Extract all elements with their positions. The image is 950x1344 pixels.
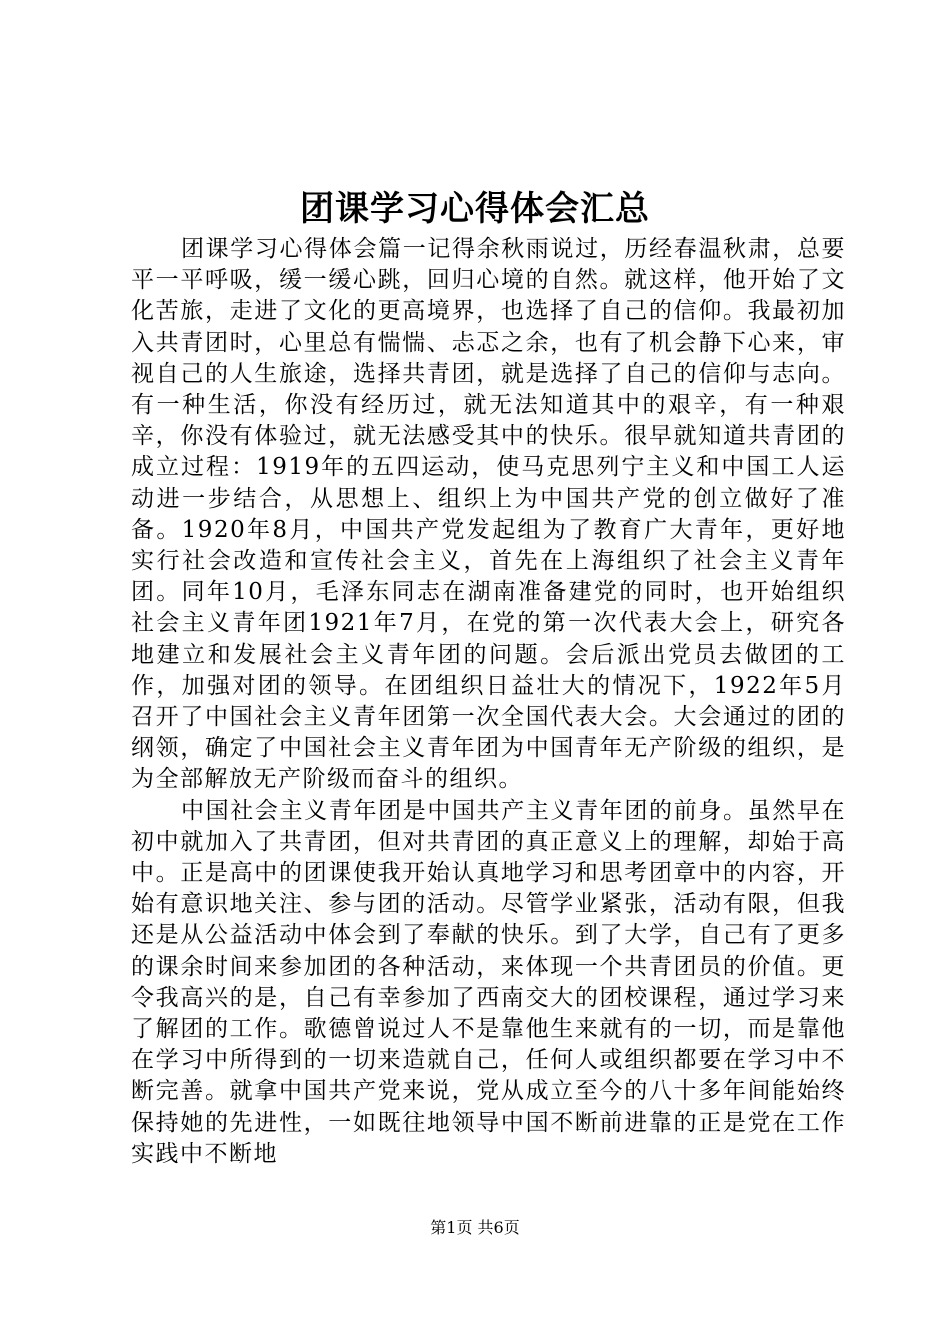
page-footer: 第1页 共6页 [430, 1218, 520, 1237]
paragraph-2: 中国社会主义青年团是中国共产主义青年团的前身。虽然早在初中就加入了共青团，但对共青团的真正意义上的理解，却始于高中。正是高中的团课使我开始认真地学习和思考团章中的内容，开始有意识地关注、参与团的活动。尽管学业紧张，活动有限，但我还是从公益活动中体会到了奉献的快乐。到了大学，自己有了更多的课余时间来参加团的各种活动，来体现一个共青团员的价值。更令我高兴的是，自己有幸参加了西南交大的团校课程，通过学习来了解团的工作。歌德曾说过人不是靠他生来就有的一切，而是靠他在学习中所得到的一切来造就自己，任何人或组织都要在学习中不断完善。就拿中国共产党来说，党从成立至今的八十多年间能始终保持她的先进性，一如既往地领导中国不断前进靠的正是党在工作实践中不断地 [131, 797, 846, 1167]
document-body [131, 234, 846, 1170]
paragraph-1: 团课学习心得体会篇一记得余秋雨说过，历经春温秋肃，总要平一平呼吸，缓一缓心跳，回归心境的自然。就这样，他开始了文化苦旅，走进了文化的更高境界，也选择了自己的信仰。我最初加入共青团时，心里总有惴惴、忐忑之余，也有了机会静下心来，审视自己的人生旅途，选择共青团，就是选择了自己的信仰与志向。有一种生活，你没有经历过，就无法知道其中的艰辛，有一种艰辛，你没有体验过，就无法感受其中的快乐。很早就知道共青团的成立过程：1919年的五四运动，使马克思列宁主义和中国工人运动进一步结合，从思想上、组织上为中国共产党的创立做好了准备。1920年8月，中国共产党发起组为了教育广大青年，更好地实行社会改造和宣传社会主义，首先在上海组织了社会主义青年团。同年10月，毛泽东同志在湖南准备建党的同时，也开始组织社会主义青年团1921年7月，在党的第一次代表大会上，研究各地建立和发展社会主义青年团的问题。会后派出党员去做团的工作，加强对团的领导。在团组织日益壮大的情况下，1922年5月召开了中国社会主义青年团第一次全国代表大会。大会通过的团的纲领，确定了中国社会主义青年团为中国青年无产阶级的组织，是为全部解放无产阶级而奋斗的组织。 [131, 236, 846, 793]
document-title: 团课学习心得体会汇总 [300, 189, 650, 229]
